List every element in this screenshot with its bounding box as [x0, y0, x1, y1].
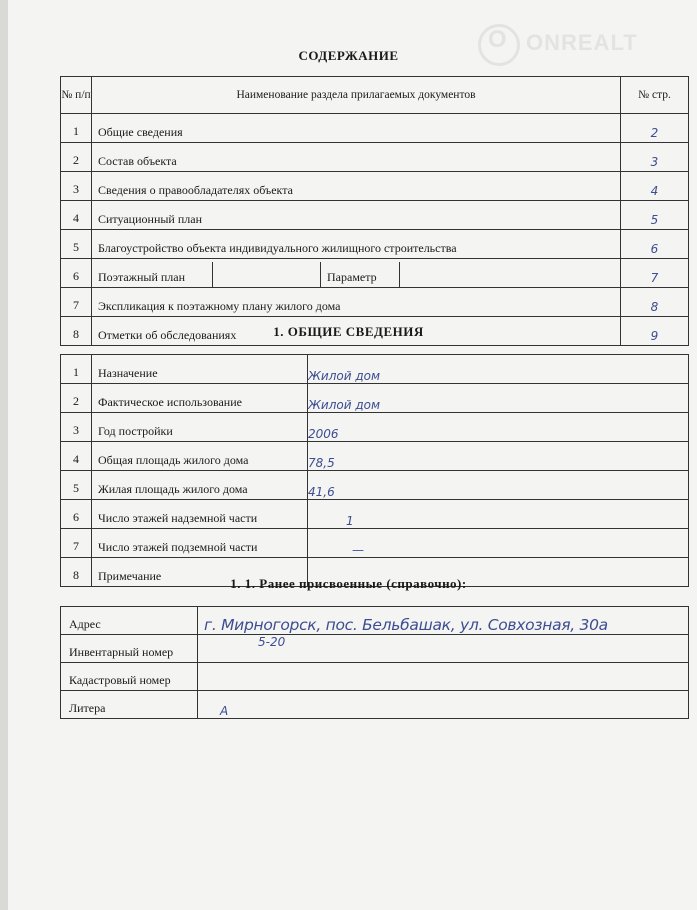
table-row — [61, 143, 689, 172]
general-num: 2 — [61, 384, 92, 413]
toc-num: 3 — [61, 172, 92, 201]
general-value: 1 — [308, 500, 689, 529]
general-label: Назначение — [92, 355, 308, 384]
table-row — [61, 471, 689, 500]
general-num: 7 — [61, 529, 92, 558]
toc-page: 4 — [621, 172, 689, 201]
general-value: Жилой дом — [308, 384, 689, 413]
registry-label: Кадастровый номер — [61, 663, 198, 691]
general-info-table — [60, 354, 689, 587]
toc-num: 4 — [61, 201, 92, 230]
toc-header-row — [61, 77, 689, 114]
table-row — [61, 607, 689, 635]
registry-table — [60, 606, 689, 719]
table-row — [61, 529, 689, 558]
table-row — [61, 230, 689, 259]
scan-page-edge — [0, 0, 8, 910]
registry-value — [198, 663, 689, 691]
general-num: 3 — [61, 413, 92, 442]
general-num: 6 — [61, 500, 92, 529]
toc-page: 5 — [621, 201, 689, 230]
table-row — [61, 172, 689, 201]
general-value: 41,6 — [308, 471, 689, 500]
toc-name: Отметки об обследованиях — [92, 317, 621, 346]
watermark-logo-letter: O — [488, 26, 507, 53]
toc-page: 8 — [621, 288, 689, 317]
registry-value: г. Мирногорск, пос. Бельбашак, ул. Совхозная, 30а — [198, 607, 689, 635]
registry-value: 5-20 — [198, 635, 689, 663]
toc-header-name: Наименование раздела прилагаемых документов — [92, 77, 621, 114]
toc-name: Поэтажный план — [98, 270, 186, 284]
toc-name: Ситуационный план — [92, 201, 621, 230]
toc-page: 3 — [621, 143, 689, 172]
general-num: 8 — [61, 558, 92, 587]
general-num: 4 — [61, 442, 92, 471]
toc-num: 2 — [61, 143, 92, 172]
toc-header-num: № п/п — [61, 77, 92, 114]
toc-param-label: Параметр — [320, 262, 399, 287]
table-row — [61, 355, 689, 384]
table-row — [61, 259, 689, 288]
table-row — [61, 691, 689, 719]
table-row — [61, 114, 689, 143]
general-label: Число этажей подземной части — [92, 529, 308, 558]
toc-page: 7 — [621, 259, 689, 288]
general-num: 1 — [61, 355, 92, 384]
general-label: Общая площадь жилого дома — [92, 442, 308, 471]
toc-title: СОДЕРЖАНИЕ — [298, 48, 399, 63]
table-row — [61, 635, 689, 663]
toc-page: 2 — [621, 114, 689, 143]
table-row — [61, 288, 689, 317]
general-value: Жилой дом — [308, 355, 689, 384]
general-title: 1. ОБЩИЕ СВЕДЕНИЯ — [273, 324, 424, 339]
table-row — [61, 442, 689, 471]
general-value: — — [308, 529, 689, 558]
toc-num: 1 — [61, 114, 92, 143]
toc-header-page: № стр. — [621, 77, 689, 114]
toc-name: Экспликация к поэтажному плану жилого дома — [92, 288, 621, 317]
general-value: 2006 — [308, 413, 689, 442]
toc-name: Состав объекта — [92, 143, 621, 172]
table-row — [61, 500, 689, 529]
table-row — [61, 663, 689, 691]
table-row — [61, 384, 689, 413]
registry-label: Инвентарный номер — [61, 635, 198, 663]
toc-num: 6 — [61, 259, 92, 288]
watermark-text: ONREALT — [526, 30, 638, 55]
registry-title: 1. 1. Ранее присвоенные (справочно): — [230, 576, 467, 591]
watermark — [478, 22, 688, 72]
registry-label: Литера — [61, 691, 198, 719]
registry-value: А — [198, 691, 689, 719]
toc-name: Общие сведения — [92, 114, 621, 143]
table-row — [61, 413, 689, 442]
general-label: Число этажей надземной части — [92, 500, 308, 529]
toc-table — [60, 76, 689, 346]
general-num: 5 — [61, 471, 92, 500]
general-label: Год постройки — [92, 413, 308, 442]
general-label: Примечание — [92, 558, 308, 587]
toc-page: 6 — [621, 230, 689, 259]
toc-name: Сведения о правообладателях объекта — [92, 172, 621, 201]
toc-page: 9 — [621, 317, 689, 346]
toc-name: Благоустройство объекта индивидуального жилищного строительства — [92, 230, 621, 259]
registry-label: Адрес — [61, 607, 198, 635]
general-label: Жилая площадь жилого дома — [92, 471, 308, 500]
table-row — [61, 201, 689, 230]
toc-num: 7 — [61, 288, 92, 317]
general-value: 78,5 — [308, 442, 689, 471]
toc-num: 8 — [61, 317, 92, 346]
toc-num: 5 — [61, 230, 92, 259]
general-label: Фактическое использование — [92, 384, 308, 413]
